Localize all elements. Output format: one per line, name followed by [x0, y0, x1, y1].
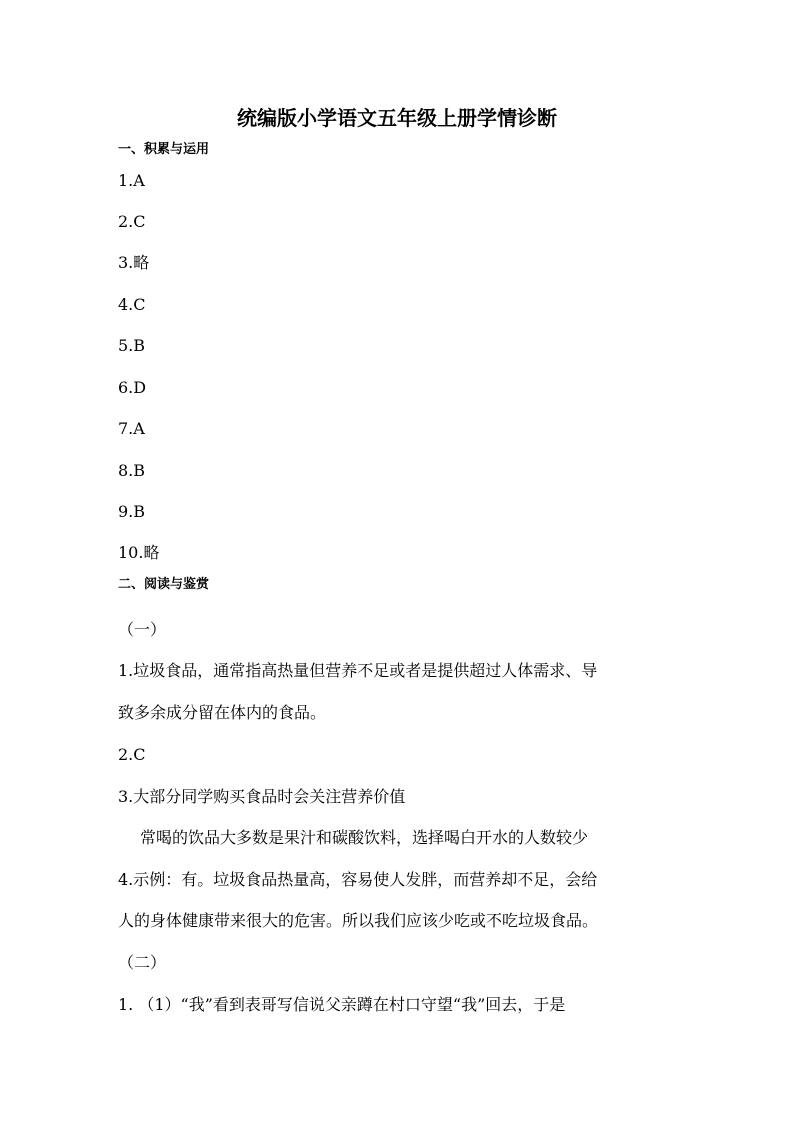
- answer-item: 6.D: [118, 378, 147, 397]
- answer-item: 5.B: [118, 336, 146, 355]
- answer-text: 1. （1）“我”看到表哥写信说父亲蹲在村口守望“我”回去，于是: [118, 995, 566, 1014]
- section-heading-accumulation: 一、积累与运用: [118, 142, 210, 157]
- answer-item: 4.C: [118, 295, 146, 314]
- answer-text: 1.垃圾食品，通常指高热量但营养不足或者是提供超过人体需求、导: [118, 661, 598, 680]
- answer-item: 8.B: [118, 461, 146, 480]
- answer-item: 7.A: [118, 419, 145, 438]
- answer-item: 10.略: [118, 543, 160, 562]
- answer-item: 9.B: [118, 502, 146, 521]
- part-label: （二）: [118, 953, 167, 972]
- page-title: 统编版小学语文五年级上册学情诊断: [237, 106, 557, 130]
- section-heading-reading: 二、阅读与鉴赏: [118, 577, 210, 592]
- part-label: （一）: [118, 620, 167, 639]
- answer-text: 人的身体健康带来很大的危害。所以我们应该少吃或不吃垃圾食品。: [118, 911, 599, 930]
- answer-text: 常喝的饮品大多数是果汁和碳酸饮料，选择喝白开水的人数较少: [140, 828, 589, 847]
- answer-text: 2.C: [118, 745, 146, 764]
- answer-text: 3.大部分同学购买食品时会关注营养价值: [118, 787, 406, 806]
- answer-item: 3.略: [118, 253, 150, 272]
- answer-item: 2.C: [118, 212, 146, 231]
- answer-item: 1.A: [118, 171, 145, 190]
- answer-text: 4.示例：有。垃圾食品热量高，容易使人发胖，而营养却不足，会给: [118, 870, 598, 889]
- answer-text: 致多余成分留在体内的食品。: [118, 703, 327, 722]
